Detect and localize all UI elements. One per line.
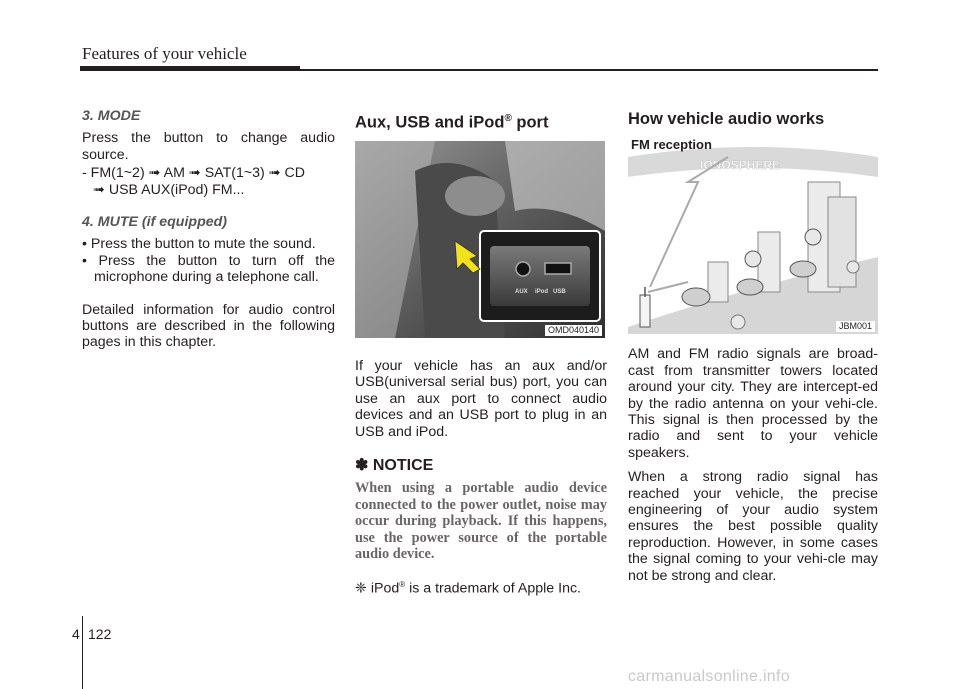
console-illustration — [355, 141, 605, 338]
audio-works-heading: How vehicle audio works — [628, 110, 825, 128]
left-column — [82, 108, 335, 351]
detail-text: Detailed information for audio control buttons are described in the following pages in this chapter. — [82, 301, 335, 351]
page-number: 122 — [88, 626, 112, 642]
aux-usb-port-figure — [355, 141, 605, 338]
figure-code-jbm: JBM001 — [836, 321, 875, 332]
mute-bullet-2: • Press the button to turn off the microphone during a telephone call. — [82, 252, 335, 286]
fm-reception-illustration — [628, 137, 878, 334]
aux-usb-heading: Aux, USB and iPod® port — [355, 113, 549, 132]
fm-reception-title: FM reception — [631, 137, 712, 153]
mode-sequence — [82, 165, 335, 198]
notice-body: When using a portable audio device connected to the power outlet, noise may occur during playback. If this happens, use the power source of the portable audio device. — [355, 480, 607, 563]
audio-para-1: AM and FM radio signals are broad-cast from transmitter towers located around your city. They are intercept-ed by the radio antenna on your vehi-cle. This signal is then processed by the radio and sent to your vehicle speakers. — [628, 346, 878, 461]
right-column — [628, 108, 878, 584]
fm-reception-figure — [628, 137, 878, 334]
footer-divider — [82, 616, 83, 689]
notice-heading: ✽ NOTICE — [355, 456, 434, 474]
ipod-label: iPod — [535, 288, 548, 295]
watermark: carmanualsonline.info — [628, 668, 790, 685]
page-header-title: Features of your vehicle — [82, 44, 247, 63]
trademark-note: ❈ iPod® is a trademark of Apple Inc. — [355, 579, 581, 597]
figure-code: OMD040140 — [545, 325, 602, 336]
usb-label: USB — [553, 288, 566, 295]
chapter-number: 4 — [72, 626, 80, 642]
mode-sequence-line1: - FM(1~2) ➟ AM ➟ SAT(1~3) ➟ CD — [82, 165, 306, 182]
aux-label: AUX — [515, 288, 528, 295]
mode-text: Press the button to change audio source. — [82, 130, 335, 163]
mode-heading: 3. MODE — [82, 108, 141, 124]
mute-bullet-1: • Press the button to mute the sound. — [82, 236, 316, 253]
middle-column — [355, 108, 607, 597]
header-rule — [80, 66, 300, 71]
mode-sequence-line2: ➟ USB AUX(iPod) FM... — [93, 181, 245, 198]
header-rule-thin — [300, 69, 878, 71]
mute-heading: 4. MUTE (if equipped) — [82, 214, 228, 231]
aux-usb-body: If your vehicle has an aux and/or USB(universal serial bus) port, you can use an aux port to connect audio devices and an USB port to plug in an USB and iPod. — [355, 357, 607, 440]
audio-para-2: When a strong radio signal has reached your vehicle, the precise engineering of your audio system ensures the best possible quality reproduction. However, in some cases the signal coming to your vehi-cle may not be strong and clear. — [628, 469, 878, 584]
ionosphere-label: IONOSPHERE — [700, 158, 781, 173]
